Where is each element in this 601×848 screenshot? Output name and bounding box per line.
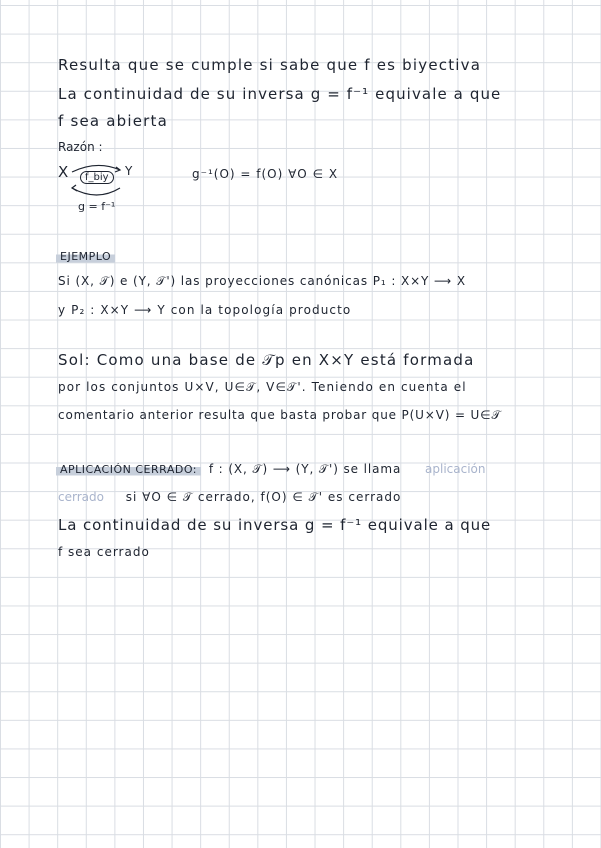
solution-line3: comentario anterior resulta que basta probar que P(U×V) = U∈𝒯 (58, 408, 502, 422)
aplicacion-term-part2: cerrado (58, 490, 104, 504)
aplicacion-line2 (58, 490, 401, 505)
diagram-arrows (62, 162, 132, 202)
solution-line2: por los conjuntos U×V, U∈𝒯, V∈𝒯'. Teniendo en cuenta el (58, 380, 467, 394)
diagram-bottom-label: g = f⁻¹ (78, 200, 116, 213)
ejemplo-heading: EJEMPLO (56, 249, 115, 264)
solution-line1: Sol: Como una base de 𝒯p en X×Y está formada (58, 351, 475, 369)
aplicacion-line1 (56, 462, 486, 477)
aplicacion-term-part1: aplicación (425, 462, 486, 476)
paragraph1-line2: La continuidad de su inversa g = f⁻¹ equivale a que (58, 85, 502, 103)
razon-formula: g⁻¹(O) = f(O) ∀O ∈ X (192, 167, 339, 181)
ejemplo-heading-wrap (56, 246, 115, 264)
paragraph1-line3: f sea abierta (58, 112, 169, 130)
diagram-top-label: f_biy (80, 171, 114, 184)
ejemplo-line1: Si (X, 𝒯) e (Y, 𝒯') las proyecciones canónicas P₁ : X×Y ⟶ X (58, 274, 466, 288)
aplicacion-heading: APLICACIÓN CERRADO: (56, 462, 201, 477)
razon-label: Razón : (58, 140, 103, 154)
diagram-left-set: X (58, 163, 69, 181)
ejemplo-line2: y P₂ : X×Y ⟶ Y con la topología producto (58, 303, 352, 317)
aplicacion-line4: f sea cerrado (58, 545, 150, 559)
aplicacion-line2-rest: si ∀O ∈ 𝒯 cerrado, f(O) ∈ 𝒯' es cerrado (125, 490, 402, 504)
diagram-right-set: Y (125, 164, 133, 178)
paragraph1-line1: Resulta que se cumple si sabe que f es biyectiva (58, 56, 482, 74)
aplicacion-line1-rest: f : (X, 𝒯) ⟶ (Y, 𝒯') se llama (208, 462, 402, 476)
aplicacion-line3: La continuidad de su inversa g = f⁻¹ equivale a que (58, 516, 492, 534)
